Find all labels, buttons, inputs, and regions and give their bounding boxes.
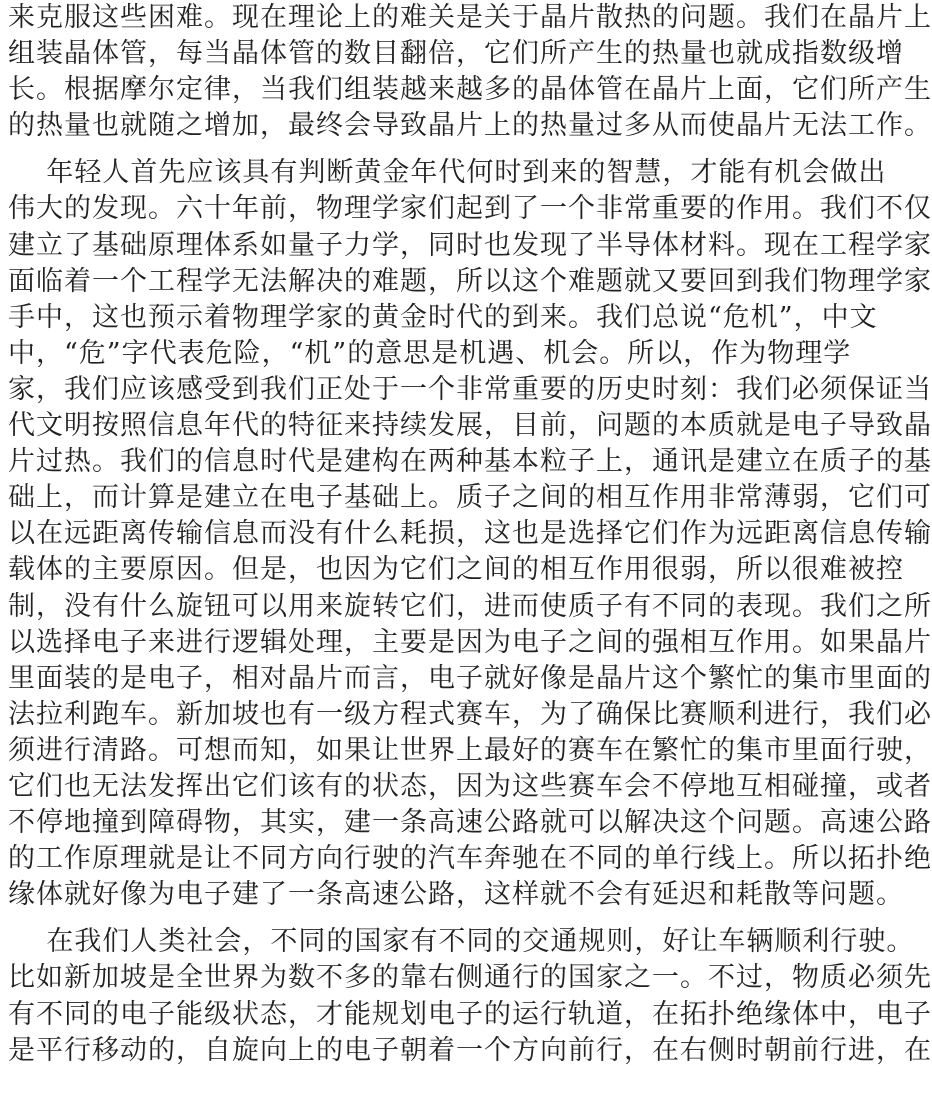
text-line: 的工作原理就是让不同方向行驶的汽车奔驰在不同的单行线上。所以拓扑绝 (8, 843, 932, 875)
text-line: 年轻人首先应该具有判断黄金年代何时到来的智慧，才能有机会做出 (8, 157, 887, 189)
text-line: 中，“危”字代表危险，“机”的意思是机遇、机会。所以，作为物理学 (8, 337, 852, 369)
text-line: 制，没有什么旋钮可以用来旋转它们，进而使质子有不同的表现。我们之所 (8, 590, 932, 622)
text-line: 建立了基础原理体系如量子力学，同时也发现了半导体材料。现在工程学家 (8, 229, 932, 261)
text-line: 的热量也就随之增加，最终会导致晶片上的热量过多从而使晶片无法工作。 (8, 110, 932, 142)
document-page (8, 0, 932, 1112)
text-line: 组装晶体管，每当晶体管的数目翻倍，它们所产生的热量也就成指数级增 (8, 38, 904, 70)
text-line: 它们也无法发挥出它们该有的状态，因为这些赛车会不停地互相碰撞，或者 (8, 770, 932, 802)
text-line: 以选择电子来进行逻辑处理，主要是因为电子之间的强相互作用。如果晶片 (8, 626, 932, 658)
text-line: 手中，这也预示着物理学家的黄金时代的到来。我们总说“危机”，中文 (8, 301, 878, 333)
paragraph-2 (8, 155, 932, 913)
text-line: 家，我们应该感受到我们正处于一个非常重要的历史时刻：我们必须保证当 (8, 373, 932, 405)
text-line: 比如新加坡是全世界为数不多的靠右侧通行的国家之一。不过，物质必须先 (8, 962, 932, 994)
text-line: 面临着一个工程学无法解决的难题，所以这个难题就又要回到我们物理学家 (8, 265, 932, 297)
text-line: 有不同的电子能级状态，才能规划电子的运行轨道，在拓扑绝缘体中，电子 (8, 998, 932, 1030)
text-line: 础上，而计算是建立在电子基础上。质子之间的相互作用非常薄弱，它们可 (8, 482, 932, 514)
text-line: 里面装的是电子，相对晶片而言，电子就好像是晶片这个繁忙的集市里面的 (8, 662, 932, 694)
text-line: 在我们人类社会，不同的国家有不同的交通规则，好让车辆顺利行驶。 (8, 926, 915, 958)
text-line: 伟大的发现。六十年前，物理学家们起到了一个非常重要的作用。我们不仅 (8, 193, 932, 225)
text-line: 长。根据摩尔定律，当我们组装越来越多的晶体管在晶片上面，它们所产生 (8, 74, 932, 106)
text-line: 是平行移动的，自旋向上的电子朝着一个方向前行，在右侧时朝前行进，在 (8, 1034, 932, 1066)
paragraph-1 (8, 0, 932, 144)
text-line: 片过热。我们的信息时代是建构在两种基本粒子上，通讯是建立在质子的基 (8, 446, 932, 478)
text-line: 缘体就好像为电子建了一条高速公路，这样就不会有延迟和耗散等问题。 (8, 879, 904, 911)
text-line: 以在远距离传输信息而没有什么耗损，这也是选择它们作为远距离信息传输 (8, 518, 932, 550)
text-line: 载体的主要原因。但是，也因为它们之间的相互作用很弱，所以很难被控 (8, 554, 904, 586)
text-line: 代文明按照信息年代的特征来持续发展，目前，问题的本质就是电子导致晶 (8, 410, 932, 442)
text-line: 来克服这些困难。现在理论上的难关是关于晶片散热的问题。我们在晶片上 (8, 2, 932, 33)
paragraph-3 (8, 924, 932, 1068)
text-line: 法拉利跑车。新加坡也有一级方程式赛车，为了确保比赛顺利进行，我们必 (8, 698, 932, 730)
text-line: 不停地撞到障碍物，其实，建一条高速公路就可以解决这个问题。高速公路 (8, 807, 932, 839)
text-line: 须进行清路。可想而知，如果让世界上最好的赛车在繁忙的集市里面行驶， (8, 734, 932, 766)
